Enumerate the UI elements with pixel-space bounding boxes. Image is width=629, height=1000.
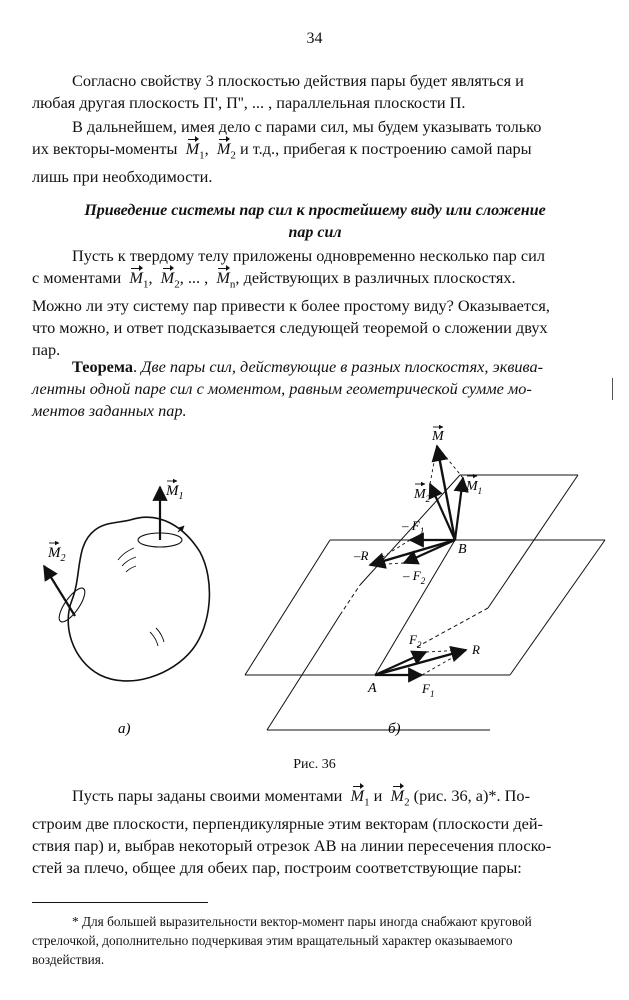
- plane-i-edge-right: [488, 475, 578, 608]
- plane-i-edge-hidden: [340, 585, 360, 615]
- shade-mark: [126, 566, 136, 572]
- sub-2: 2: [230, 149, 236, 162]
- shade-mark: [156, 628, 164, 642]
- p1-line2: любая другая плоскость П', П'', ... , параллельная плоскости П.: [32, 93, 466, 112]
- label-m2-a: $M_2$: [48, 545, 66, 564]
- theorem-title: Теорема: [72, 357, 134, 376]
- heading-line2: пар сил: [288, 224, 342, 241]
- p4-line4: стей за плечо, общее для обеих пар, построим соответствующие пары:: [32, 858, 522, 878]
- p1-line1: Согласно свойству 3 плоскостью действия пары будет являться и: [72, 71, 524, 90]
- paragraph-4: [32, 785, 598, 879]
- p4-line2: строим две плоскости, перпендикулярные этим векторам (плоскости дей-: [32, 814, 543, 834]
- p2-line3: лишь при необходимости.: [32, 167, 213, 187]
- vector-m2-arrow: [44, 566, 75, 616]
- figure-caption: Рис. 36: [293, 757, 336, 772]
- vector-m1-b-arrow: [455, 478, 463, 540]
- vector-m1: M: [185, 139, 200, 158]
- p2-line1: В дальнейшем, имея дело с парами сил, мы будем указывать только: [72, 117, 542, 136]
- p3-line2-text: с моментами: [32, 268, 122, 287]
- vector-m1-c: M: [350, 786, 365, 805]
- p3-line4: что можно, и ответ подсказывается следующей теоремой о сложении двух: [32, 318, 548, 338]
- footnote-line1: * Для большей выразительности вектор-момент пары иногда снабжают круговой: [72, 914, 532, 929]
- sub-1: 1: [199, 149, 205, 162]
- p2-line2-rest: и т.д., прибегая к построению самой пары: [239, 139, 532, 158]
- label-m-b: M: [432, 429, 444, 444]
- parallelogram-dash: [430, 446, 437, 484]
- theorem-line1: Теорема. Две пары сил, действующие в разных плоскостях, эквива-: [72, 357, 544, 376]
- label-f1: $F_1$: [422, 681, 435, 699]
- vector-m2-b-arrow: [430, 484, 455, 540]
- figure-a: [44, 481, 209, 737]
- p3-line2-rest: действующих в различных плоскостях.: [243, 268, 516, 287]
- theorem-text-2: лентны одной паре сил с моментом, равным геометрической сумме мо-: [32, 379, 532, 398]
- label-minus-f1: – $F_1$: [402, 518, 425, 536]
- plane-i-edge-left: [267, 615, 340, 730]
- footnote-line3: воздействия.: [32, 952, 105, 967]
- p4-line3: ствия пар) и, выбрав некоторый отрезок AB на линии пересечения плоско-: [32, 836, 552, 856]
- label-point-a: A: [368, 681, 377, 696]
- plane-h-edge-right: [510, 540, 605, 675]
- p4-line1-and: и: [373, 786, 383, 805]
- p3-line5: пар.: [32, 340, 61, 360]
- p2-line2-text: их векторы-моменты: [32, 139, 178, 158]
- shade-mark: [118, 548, 134, 560]
- vector-m2-b: M: [160, 268, 175, 287]
- p4-line1-text: Пусть пары заданы своими моментами: [72, 786, 343, 805]
- label-r: R: [472, 642, 480, 657]
- footnote-rule: [32, 902, 208, 903]
- shade-mark: [122, 557, 136, 566]
- parallelogram-dash: [422, 650, 466, 675]
- p3-line1: Пусть к твердому телу приложены одновременно несколько пар сил: [72, 246, 545, 265]
- heading-line1: Приведение системы пар сил к простейшему виду или сложение: [84, 202, 546, 219]
- p3-line3: Можно ли эту систему пар привести к более простому виду? Оказывается,: [32, 296, 550, 316]
- label-m1-b: $M_1$: [466, 479, 483, 496]
- theorem-text-3: ментов заданных пар.: [32, 401, 187, 420]
- vector-m2-c: M: [390, 786, 405, 805]
- shade-mark: [150, 632, 158, 646]
- footnote-line2: стрелочкой, дополнительно подчеркивая этим вращательный характер оказываемого: [32, 933, 513, 948]
- figure-b: [245, 427, 605, 737]
- label-m1-a: $M_1$: [166, 483, 184, 502]
- label-minus-r: –R: [354, 548, 369, 563]
- plane-h-edge-left: [245, 540, 330, 675]
- footnote: [32, 912, 598, 969]
- vector-m1-b: M: [129, 268, 143, 287]
- p4-line1-rest: (рис. 36, а)*. По-: [413, 786, 530, 805]
- vector-m-arrow: [437, 446, 455, 540]
- p2-line2: их векторы-моменты $M_1$, $M_2$ и т.д., прибегая к построению самой пары: [32, 139, 532, 162]
- label-f2: $F_2$: [409, 632, 422, 650]
- label-b: б): [388, 721, 401, 737]
- page-number: 34: [306, 30, 323, 47]
- label-a: а): [118, 721, 131, 737]
- p4-line1: Пусть пары заданы своими моментами $M_1$ и $M_2$ (рис. 36, а)*. По-: [72, 786, 530, 809]
- label-point-b: B: [458, 542, 467, 557]
- label-minus-f2: – $F_2$: [403, 568, 426, 586]
- label-m2-b: $M_2$: [414, 487, 431, 504]
- p3-line2: с моментами $M_1$, $M_2$, ... , $M_n$, действующих в различных плоскостях.: [32, 268, 516, 291]
- vector-mn: M: [216, 268, 230, 287]
- theorem-text-1: Две пары сил, действующие в разных плоскостях, эквива-: [141, 357, 544, 376]
- vector-m2: M: [216, 139, 231, 158]
